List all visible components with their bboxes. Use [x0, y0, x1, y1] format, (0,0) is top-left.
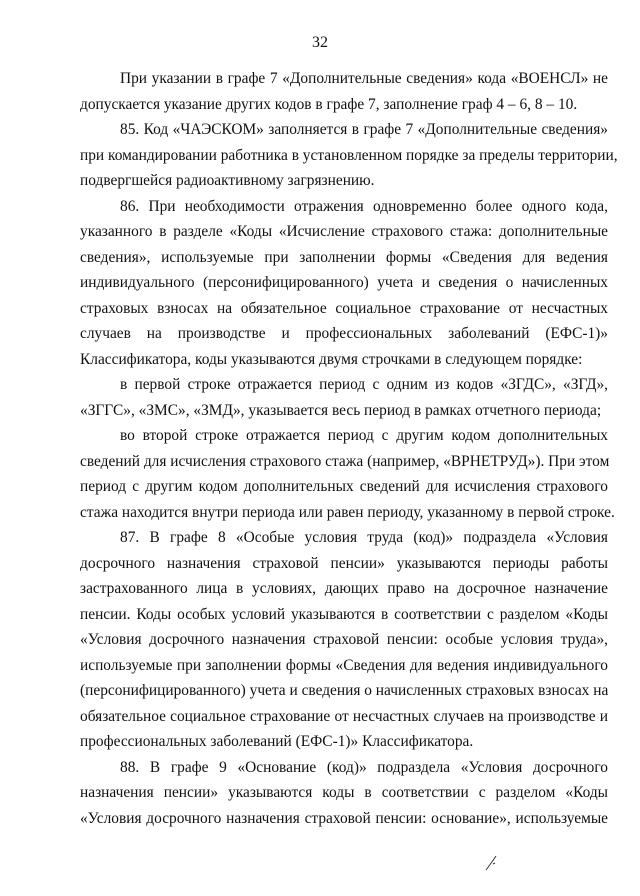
text-line: при командировании работника в установленном порядке за пределы территории,	[80, 146, 618, 164]
text-line: 86. При необходимости отражения одновременно более одного кода,	[120, 197, 608, 215]
text-line: сведения», используемые при заполнении формы «Сведения для ведения	[80, 248, 608, 266]
text-line: сведений для исчисления страхового стажа (например, «ВРНЕТРУД»). При этом	[80, 452, 610, 470]
text-line: допускается указание других кодов в графе 7, заполнение граф 4 – 6, 8 – 10.	[80, 95, 578, 113]
pen-mark	[484, 852, 498, 872]
text-line: Классификатора, коды указываются двумя строчками в следующем порядке:	[80, 350, 583, 368]
text-line: период с другим кодом дополнительных сведений для исчисления страхового	[80, 478, 608, 495]
text-line: индивидуального (персонифицированного) учета и сведения о начисленных	[80, 274, 608, 291]
paragraph	[80, 372, 608, 423]
paragraph	[80, 66, 608, 117]
text-line: случаев на производстве и профессиональных заболеваний (ЕФС-1)»	[80, 325, 608, 342]
text-line: (персонифицированного) учета и сведения о начисленных страховых взносах на	[80, 682, 609, 699]
body-text	[80, 66, 618, 831]
text-line: страховых взносах на обязательное социальное страхование от несчастных	[80, 299, 608, 317]
text-line: 88. В графе 9 «Основание (код)» подраздела «Условия досрочного	[120, 758, 608, 776]
text-line: обязательное социальное страхование от несчастных случаев на производстве и	[80, 707, 608, 725]
text-line: в первой строке отражается период с одним из кодов «ЗГДС», «ЗГД»,	[120, 376, 608, 393]
text-line: подвергшейся радиоактивному загрязнению.	[80, 172, 375, 189]
text-line: «Условия досрочного назначения страховой пенсии: основание», используемые	[80, 809, 608, 827]
text-line: используемые при заполнении формы «Сведения для ведения индивидуального	[80, 656, 608, 674]
text-line: 85. Код «ЧАЭСКОМ» заполняется в графе 7 «Дополнительные сведения»	[120, 121, 608, 138]
text-line: 87. В графе 8 «Особые условия труда (код)» подраздела «Условия	[120, 529, 608, 546]
paragraph	[80, 117, 618, 194]
paragraph	[80, 194, 608, 373]
text-line: указанного в разделе «Коды «Исчисление страхового стажа: дополнительные	[80, 223, 608, 240]
paragraph	[80, 525, 608, 755]
text-line: профессиональных заболеваний (ЕФС-1)» Классификатора.	[80, 733, 474, 750]
page-number: 32	[312, 34, 328, 51]
text-line: во второй строке отражается период с другим кодом дополнительных	[120, 427, 608, 444]
text-line: При указании в графе 7 «Дополнительные сведения» кода «ВОЕНСЛ» не	[120, 70, 608, 87]
text-line: стажа находится внутри периода или равен периоду, указанному в первой строке.	[80, 503, 615, 521]
text-line: «ЗГГС», «ЗМС», «ЗМД», указывается весь период в рамках отчетного периода;	[80, 401, 602, 419]
text-line: застрахованного лица в условиях, дающих право на досрочное назначение	[80, 580, 608, 597]
text-line: пенсии. Коды особых условий указываются в соответствии с разделом «Коды	[80, 605, 608, 623]
paragraph	[80, 423, 615, 525]
text-line: досрочного назначения страховой пенсии» указываются периоды работы	[80, 554, 608, 572]
text-line: «Условия досрочного назначения страховой пенсии: особые условия труда»,	[80, 631, 608, 648]
text-line: назначения пенсии» указываются коды в соответствии с разделом «Коды	[80, 784, 608, 801]
paragraph	[80, 755, 608, 832]
